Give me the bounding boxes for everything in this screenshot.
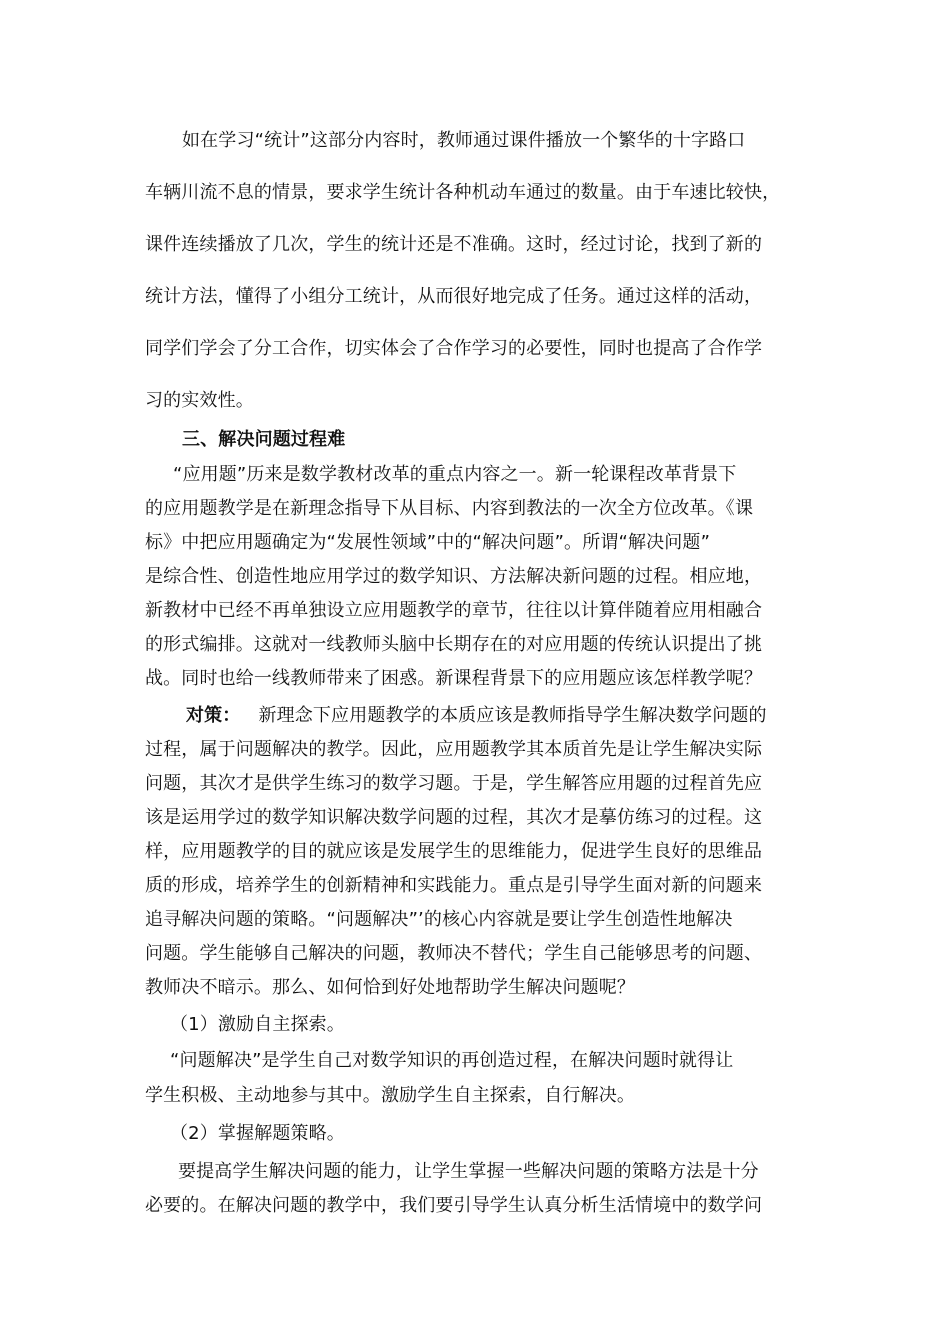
paragraph-line: 要提高学生解决问题的能力，让学生掌握一些解决问题的策略方法是十分	[178, 1161, 759, 1182]
paragraph-line: 必要的。在解决问题的教学中，我们要引导学生认真分析生活情境中的数学问	[145, 1195, 763, 1216]
paragraph-line: 战。同时也给一线教师带来了困惑。新课程背景下的应用题应该怎样教学呢？	[145, 668, 763, 689]
paragraph-line: 过程，属于问题解决的教学。因此，应用题教学其本质首先是让学生解决实际	[145, 739, 763, 760]
paragraph-line: 的形式编排。这就对一线教师头脑中长期存在的对应用题的传统认识提出了挑	[145, 634, 763, 655]
paragraph-line: 追寻解决问题的策略。“问题解决”’的核心内容就是要让学生创造性地解决	[145, 909, 733, 930]
paragraph-line: 质的形成，培养学生的创新精神和实践能力。重点是引导学生面对新的问题来	[145, 875, 763, 896]
paragraph-line: 的应用题教学是在新理念指导下从目标、内容到教法的一次全方位改革。《课	[145, 498, 754, 519]
paragraph-line: 问题，其次才是供学生练习的数学习题。于是，学生解答应用题的过程首先应	[145, 773, 763, 794]
paragraph-line: 如在学习“统计”这部分内容时，教师通过课件播放一个繁华的十字路口	[182, 130, 746, 151]
paragraph-line: 问题。学生能够自己解决的问题，教师决不替代；学生自己能够思考的问题、	[145, 943, 763, 964]
paragraph-line: 样，应用题教学的目的就应该是发展学生的思维能力，促进学生良好的思维品	[145, 841, 763, 862]
countermeasure-label: 对策：	[186, 705, 241, 726]
subsection-title: （1）激励自主探索。	[170, 1014, 345, 1035]
paragraph-line: 新教材中已经不再单独设立应用题教学的章节，往往以计算伴随着应用相融合	[145, 600, 763, 621]
paragraph-line: 课件连续播放了几次，学生的统计还是不准确。这时，经过讨论，找到了新的	[145, 234, 763, 255]
paragraph-line: 教师决不暗示。那么、如何恰到好处地帮助学生解决问题呢？	[145, 977, 636, 998]
paragraph-line: “应用题”历来是数学教材改革的重点内容之一。新一轮课程改革背景下	[173, 464, 737, 485]
section-heading: 三、解决问题过程难	[182, 429, 346, 450]
paragraph-line: 车辆川流不息的情景，要求学生统计各种机动车通过的数量。由于车速比较快，	[145, 182, 781, 203]
countermeasure-first-line	[186, 704, 767, 728]
subsection-title: （2）掌握解题策略。	[170, 1123, 345, 1144]
paragraph-line: 学生积极、主动地参与其中。激励学生自主探索，自行解决。	[145, 1085, 636, 1106]
paragraph-text: 新理念下应用题教学的本质应该是教师指导学生解决数学问题的	[258, 705, 767, 726]
paragraph-line: 标》中把应用题确定为“发展性领域”中的“解决问题”。所谓“解决问题”	[145, 532, 711, 553]
paragraph-line: 统计方法，懂得了小组分工统计，从而很好地完成了任务。通过这样的活动，	[145, 286, 763, 307]
paragraph-line: “问题解决”是学生自己对数学知识的再创造过程，在解决问题时就得让	[170, 1050, 734, 1071]
paragraph-line: 该是运用学过的数学知识解决数学问题的过程，其次才是摹仿练习的过程。这	[145, 807, 763, 828]
paragraph-line: 是综合性、创造性地应用学过的数学知识、方法解决新问题的过程。相应地，	[145, 566, 763, 587]
paragraph-line: 习的实效性。	[145, 390, 254, 411]
paragraph-line: 同学们学会了分工合作，切实体会了合作学习的必要性，同时也提高了合作学	[145, 338, 763, 359]
